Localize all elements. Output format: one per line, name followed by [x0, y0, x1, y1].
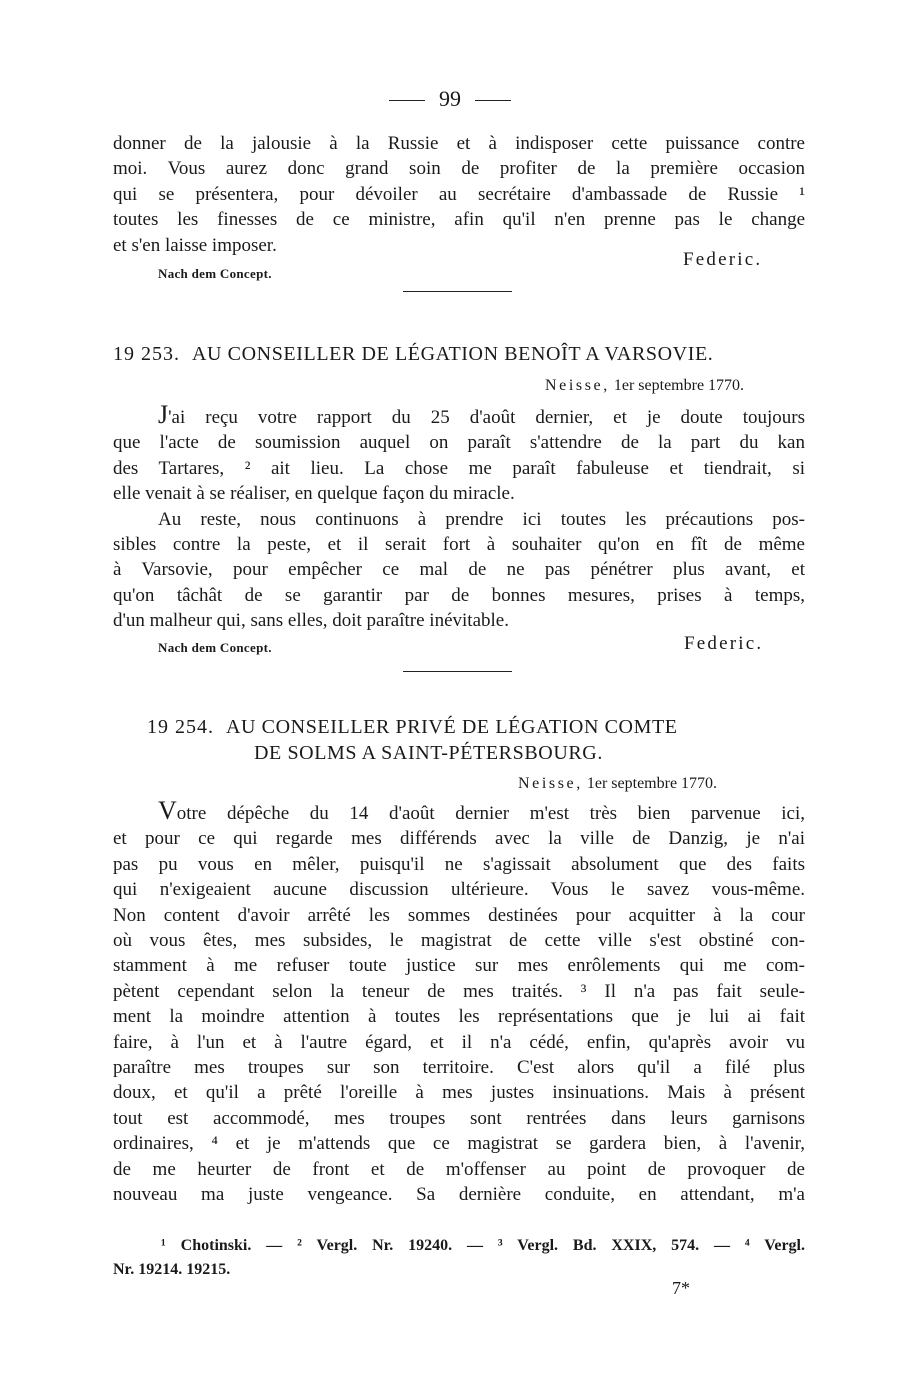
section-divider: [403, 291, 512, 292]
footnote-line: ¹ Chotinski. — ² Vergl. Nr. 19240. — ³ Vergl. Bd. XXIX, 574. — ⁴ Vergl.: [161, 1237, 805, 1254]
text-line: à Varsovie, pour empêcher ce mal de ne pas pénétrer plus avant, et: [113, 559, 805, 581]
header-dash-right: [475, 100, 511, 101]
text-line: ment la moindre attention à toutes les représentations que je lui ai fait: [113, 1006, 805, 1028]
text-line: toutes les finesses de ce ministre, afin qu'il n'en prenne pas le change: [113, 209, 805, 231]
header-dash-left: [389, 100, 425, 101]
signature: Federic.: [683, 249, 763, 270]
text-line: qui n'exigeaient aucune discussion ultérieure. Vous le savez vous-même.: [113, 879, 805, 901]
text-line: nouveau ma juste vengeance. Sa dernière conduite, en attendant, m'a: [113, 1184, 805, 1206]
letter-body: [113, 400, 805, 634]
letter-body: [113, 796, 805, 1208]
page-header: [0, 86, 900, 112]
signature: Federic.: [684, 633, 764, 654]
source-note: Nach dem Concept.: [158, 640, 272, 655]
letter-title-line1: AU CONSEILLER PRIVÉ DE LÉGATION COMTE: [226, 716, 678, 738]
text-line: paraître mes troupes sur son territoire. C'est alors qu'il a filé plus: [113, 1057, 805, 1079]
dateline-place: Neisse,: [518, 775, 583, 792]
dateline: [545, 377, 744, 395]
initial-letter: V: [158, 796, 177, 825]
text-line: sibles contre la peste, et il serait fort à souhaiter qu'on en fît de même: [113, 534, 805, 556]
text-line: Votre dépêche du 14 d'août dernier m'est très bien parvenue ici,: [158, 796, 805, 825]
text-line: d'un malheur qui, sans elles, doit paraître inévitable.: [113, 610, 509, 632]
text-line: faire, à l'un et à l'autre égard, et il n'a cédé, enfin, qu'après avoir vu: [113, 1031, 805, 1053]
source-note: Nach dem Concept.: [158, 266, 272, 281]
text-line: doux, et qu'il a prêté l'oreille à mes justes insinuations. Mais à présent: [113, 1082, 805, 1104]
text-line: pètent cependant selon la teneur de mes traités. ³ Il n'a pas fait seule-: [113, 980, 805, 1002]
letter-heading: [147, 716, 678, 739]
signature-mark: 7*: [672, 1278, 690, 1298]
dateline-date: 1er septembre 1770.: [586, 775, 718, 792]
text-line: tout est accommodé, mes troupes sont rentrées dans leurs garnisons: [113, 1107, 805, 1129]
text-line: pas pu vous en mêler, puisqu'il ne s'agissait absolument que des faits: [113, 853, 805, 875]
text-line: Au reste, nous continuons à prendre ici toutes les précautions pos-: [158, 508, 805, 530]
dateline-date: 1er septembre 1770.: [613, 377, 745, 394]
initial-letter: J: [158, 400, 169, 429]
text-line: des Tartares, ² ait lieu. La chose me paraît fabuleuse et tiendrait, si: [113, 457, 805, 479]
text-line: et s'en laisse imposer.: [113, 234, 277, 256]
section-divider: [403, 671, 512, 672]
text-line: Non content d'avoir arrêté les sommes destinées pour acquitter à la cour: [113, 904, 805, 926]
text-line: où vous êtes, mes subsides, le magistrat de cette ville s'est obstiné con-: [113, 930, 805, 952]
letter-number: 19 254.: [147, 716, 214, 738]
letter-title: AU CONSEILLER DE LÉGATION BENOÎT A VARSOVIE.: [192, 343, 714, 365]
text-line: de me heurter de front et de m'offenser au point de provoquer de: [113, 1158, 805, 1180]
letter-heading: [113, 343, 713, 366]
text-line: donner de la jalousie à la Russie et à indisposer cette puissance contre: [113, 133, 805, 154]
letter-title-line2: DE SOLMS A SAINT-PÉTERSBOURG.: [254, 742, 603, 764]
text-line: qui se présentera, pour dévoiler au secrétaire d'ambassade de Russie ¹: [113, 183, 805, 205]
dateline-place: Neisse,: [545, 377, 610, 394]
text-line: et pour ce qui regarde mes différends avec la ville de Danzig, je n'ai: [113, 828, 805, 850]
text-line: stamment à me refuser toute justice sur mes enrôlements qui me com-: [113, 955, 805, 977]
text-line: qu'on tâchât de se garantir par de bonnes mesures, prises à temps,: [113, 584, 805, 606]
text-line: que l'acte de soumission auquel on paraît s'attendre de la part du kan: [113, 432, 805, 454]
text-line: moi. Vous aurez donc grand soin de profiter de la première occasion: [113, 158, 805, 180]
carryover-paragraph: [113, 131, 805, 258]
text-line: elle venait à se réaliser, en quelque façon du miracle.: [113, 483, 515, 505]
dateline: [518, 775, 717, 793]
letter-number: 19 253.: [113, 343, 180, 365]
text-line: J'ai reçu votre rapport du 25 d'août dernier, et je doute toujours: [158, 400, 805, 429]
footnotes: [113, 1234, 805, 1282]
page-number: 99: [439, 86, 461, 111]
footnote-line: Nr. 19214. 19215.: [113, 1261, 231, 1278]
text-line: ordinaires, ⁴ et je m'attends que ce magistrat se gardera bien, à l'avenir,: [113, 1133, 805, 1155]
